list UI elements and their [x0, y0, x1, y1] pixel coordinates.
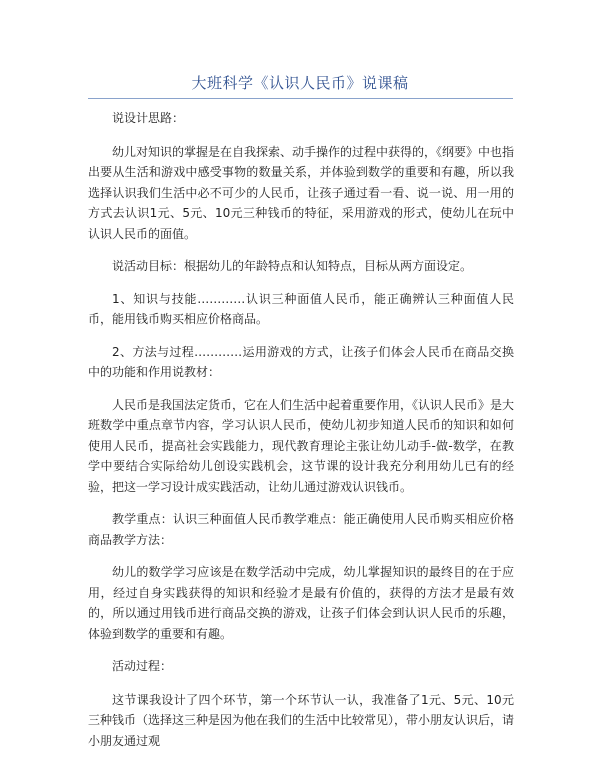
paragraph-key-points: 教学重点：认识三种面值人民币教学难点：能正确使用人民币购买相应价格商品教学方法： — [88, 512, 514, 547]
document-title: 大班科学《认识人民币》说课稿 — [191, 74, 409, 92]
paragraph-goal-knowledge: 1、知识与技能…………认识三种面值人民币，能正确辨认三种面值人民币，能用钱币购买相应价格商品。 — [88, 291, 514, 326]
paragraph-design-idea: 幼儿对知识的掌握是在自我探索、动手操作的过程中获得的，《纲要》中也指出要从生活和游戏中感受事物的数量关系，并体验到数学的重要和有趣，所以我选择认识我们生活中必不可少的人民币，让孩子通过看一看、说一说、用一用的方式去认识1元、5元、10元三种钱币的特征，采用游戏的形式，使幼儿在玩中认识人民币的面值。 — [88, 144, 515, 241]
section-heading-activity: 活动过程： — [112, 659, 173, 673]
paragraph-goals: 说活动目标：根据幼儿的年龄特点和认知特点，目标从两方面设定。 — [112, 259, 473, 273]
title-divider — [88, 98, 513, 99]
section-heading-design-idea: 说设计思路： — [112, 111, 185, 125]
paragraph-teaching-method: 幼儿的数学学习应该是在数学活动中完成，幼儿掌握知识的最终目的在于应用，经过自身实践获得的知识和经验才是最有价值的，获得的方法才是最有效的，所以通过用钱币进行商品交换的游戏，让孩子们体会到认识人民币的乐趣，体验到数学的重要和有趣。 — [88, 565, 514, 641]
paragraph-goal-method: 2、方法与过程…………运用游戏的方式，让孩子们体会人民币在商品交换中的功能和作用说教材： — [88, 344, 514, 379]
paragraph-textbook: 人民币是我国法定货币，它在人们生活中起着重要作用，《认识人民币》是大班数学中重点章节内容，学习认识人民币，使幼儿初步知道人民币的知识和如何使用人民币，提高社会实践能力，现代教育理论主张让幼儿动手-做-数学，在教学中要结合实际给幼儿创设实践机会，这节课的设计我充分利用幼儿已有的经验，把这一学习设计成实践活动，让幼儿通过游戏认识钱币。 — [88, 397, 515, 494]
paragraph-activity: 这节课我设计了四个环节，第一个环节认一认，我准备了1元、5元、10元三种钱币（选择这三种是因为他在我们的生活中比较常见），带小朋友认识后，请小朋友通过观 — [88, 692, 515, 748]
document-body — [88, 108, 514, 763]
